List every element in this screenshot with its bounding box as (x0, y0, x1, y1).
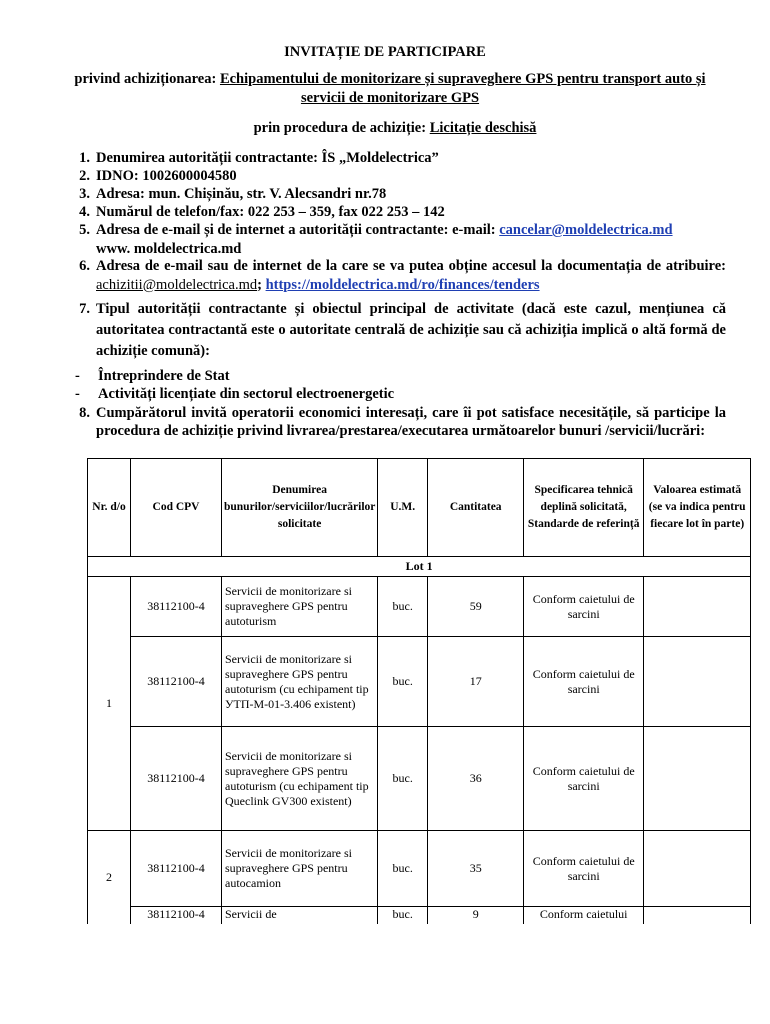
item-3: 3. Adresa: mun. Chișinău, str. V. Alecsandri nr.78 (79, 186, 387, 202)
table-row: 38112100-4 Servicii de monitorizare si supraveghere GPS pentru autoturism (cu echipament tip Queclink GV300 existent) buc. 36 Conform caietului de sarcini (88, 727, 751, 831)
subject-text: Echipamentului de monitorizare și supraveghere GPS pentru transport auto și servicii de monitorizare GPS (219, 71, 706, 106)
header-cantitate: Cantitatea (428, 459, 524, 557)
dash-item-2: - Activități licențiate din sectorul electroenergetic (75, 386, 395, 402)
header-valoare: Valoarea estimată (se va indica pentru fiecare lot în parte) (644, 459, 751, 557)
header-um: U.M. (378, 459, 428, 557)
header-specificare: Specificarea tehnică deplină solicitată, Standarde de referință (524, 459, 644, 557)
lot-label: Lot 1 (88, 557, 751, 577)
lot-row (88, 557, 751, 577)
procedure-value: Licitație deschisă (429, 120, 537, 136)
header-denumire: Denumirea bunurilor/serviciilor/lucrărilor solicitate (222, 459, 378, 557)
document-title: INVITAȚIE DE PARTICIPARE (284, 44, 486, 60)
procedure-prefix: prin procedura de achiziție: (253, 120, 430, 136)
website-text: www. moldelectrica.md (96, 240, 242, 257)
header-nr: Nr. d/o (88, 459, 131, 557)
dash-item-1: - Întreprindere de Stat (75, 368, 230, 384)
item-1: 1. Denumirea autorității contractante: ÎS „Moldelectrica” (79, 150, 439, 166)
table-row: 38112100-4 Servicii de monitorizare si supraveghere GPS pentru autoturism (cu echipament tip УТП-М-01-3.406 existent) buc. 17 Conform caietului de sarcini (88, 637, 751, 727)
table-header-row (88, 459, 751, 557)
item-6: 6. Adresa de e-mail sau de internet de la care se va putea obține accesul la documentația de atribuire: achizitii@moldelectrica.md; https://moldelectrica.md/ro/finances/tenders (79, 258, 726, 293)
procurement-email-link[interactable]: achizitii@moldelectrica.md (96, 276, 258, 293)
header-cpv: Cod CPV (131, 459, 222, 557)
item-8: 8. Cumpărătorul invită operatorii economici interesați, care îi pot satisface necesitățile, să participe la procedura de achiziție privind livrarea/prestarea/executarea următoarelor bunuri /servicii/lucrări: (79, 405, 726, 439)
lots-table (87, 458, 751, 924)
table-row: 38112100-4 Servicii de buc. 9 Conform caietului (88, 907, 751, 924)
item-4: 4. Numărul de telefon/fax: 022 253 – 359, fax 022 253 – 142 (79, 204, 445, 220)
table-row: 2 38112100-4 Servicii de monitorizare si supraveghere GPS pentru autocamion buc. 35 Conform caietului de sarcini (88, 831, 751, 907)
item-5: 5. Adresa de e-mail și de internet a autorității contractante: e-mail: cancelar@moldelectrica.md www. moldelectrica.md (79, 222, 673, 257)
contact-email-link[interactable]: cancelar@moldelectrica.md (499, 222, 673, 238)
row-nr: 1 (88, 577, 131, 831)
item-7: 7. Tipul autorității contractante și obiectul principal de activitate (dacă este cazul, mențiunea că autoritatea contractantă este o autoritate centrală de achiziție sau că achiziția implică o altă formă de achiziție comună): (79, 301, 726, 359)
tenders-url-link[interactable]: https://moldelectrica.md/ro/finances/tenders (265, 276, 540, 293)
table-row: 1 38112100-4 Servicii de monitorizare si supraveghere GPS pentru autoturism buc. 59 Conform caietului de sarcini (88, 577, 751, 637)
row-nr: 2 (88, 831, 131, 924)
procedure-line (0, 120, 770, 137)
item-2: 2. IDNO: 1002600004580 (79, 168, 237, 184)
procurement-subject (60, 70, 720, 108)
subject-prefix: privind achiziționarea: (74, 71, 220, 87)
